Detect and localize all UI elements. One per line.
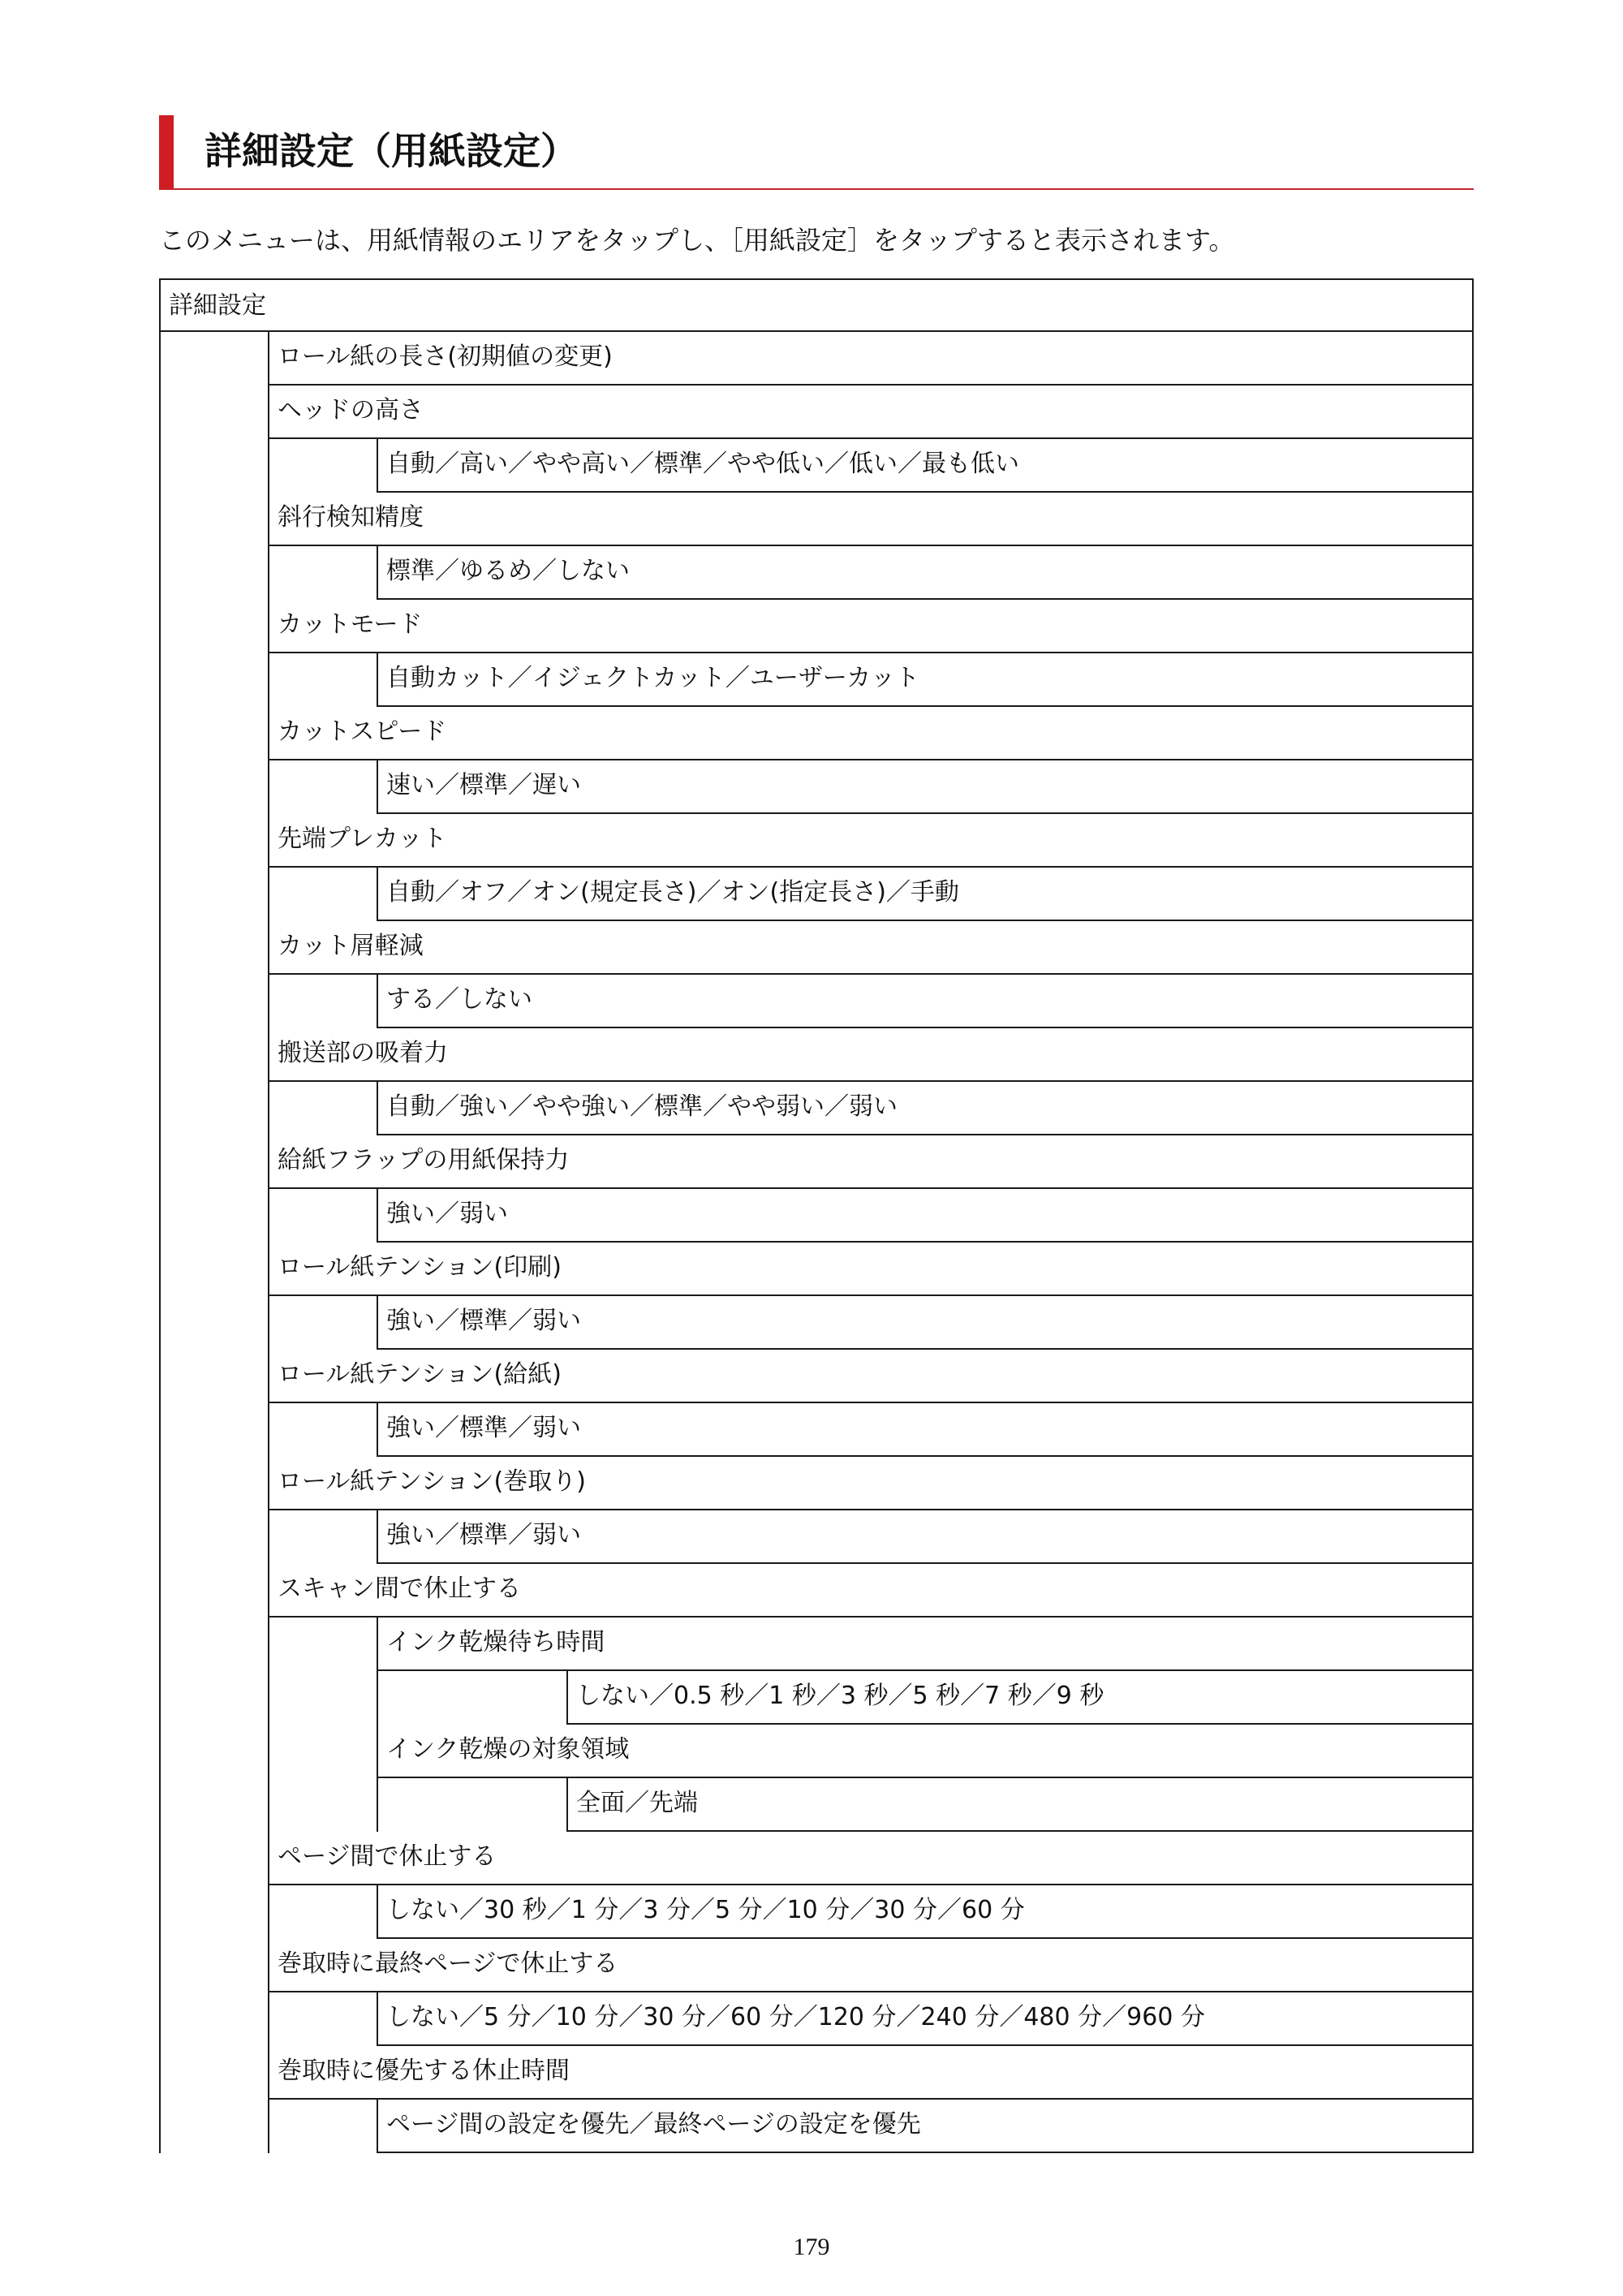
table-cell-text: ロール紙の長さ(初期値の変更): [278, 342, 613, 371]
table-row: [377, 439, 1474, 493]
table-cell-text: 巻取時に優先する休止時間: [278, 2057, 570, 2085]
table-row: [377, 1189, 1474, 1243]
table-cell-text: 自動／強い／やや強い／標準／やや弱い／弱い: [386, 1092, 898, 1121]
table-row: [268, 1135, 1474, 1189]
table-row: [377, 546, 1474, 600]
table-row: [377, 653, 1474, 707]
table-cell-text: しない／30 秒／1 分／3 分／5 分／10 分／30 分／60 分: [386, 1896, 1025, 1924]
indent-line: [268, 975, 269, 1028]
table-row: [268, 1457, 1474, 1510]
table-row: [268, 1243, 1474, 1296]
table-cell-text: しない／5 分／10 分／30 分／60 分／120 分／240 分／480 分／960 分: [386, 2003, 1205, 2031]
indent-line: [268, 1082, 269, 1135]
table-cell-text: 先端プレカット: [278, 825, 447, 853]
table-cell-text: ページ間の設定を優先／最終ページの設定を優先: [386, 2110, 921, 2139]
indent-line: [268, 439, 269, 493]
table-cell-text: 強い／標準／弱い: [386, 1307, 581, 1335]
table-cell-text: インク乾燥の対象領域: [386, 1735, 630, 1764]
table-row: [377, 1510, 1474, 1564]
table-cell-text: カット屑軽減: [278, 932, 424, 960]
table-cell-text: ロール紙テンション(巻取り): [278, 1467, 586, 1496]
indent-line: [268, 653, 269, 707]
table-cell-text: 給紙フラップの用紙保持力: [278, 1146, 570, 1174]
table-cell-text: しない／0.5 秒／1 秒／3 秒／5 秒／7 秒／9 秒: [576, 1682, 1104, 1710]
indent-line: [268, 1885, 269, 1939]
indent-line: [268, 546, 269, 600]
indent-line: [268, 1992, 269, 2046]
table-row: [268, 1564, 1474, 1618]
table-row: [377, 1403, 1474, 1457]
indent-line: [268, 1296, 269, 1350]
table-row: [268, 332, 1474, 386]
table-row: [377, 760, 1474, 814]
table-cell-text: 自動／高い／やや高い／標準／やや低い／低い／最も低い: [386, 450, 1019, 478]
indent-line: [268, 2100, 269, 2153]
indent-line: [268, 1725, 269, 1778]
table-row: [566, 1671, 1474, 1725]
table-row: [268, 1350, 1474, 1403]
table-cell-text: 強い／弱い: [386, 1200, 508, 1228]
table-cell-text: 強い／標準／弱い: [386, 1414, 581, 1442]
indent-line: [268, 1618, 269, 1671]
indent-line: [377, 1778, 378, 1832]
table-row: [377, 975, 1474, 1028]
table-cell-text: インク乾燥待ち時間: [386, 1628, 605, 1656]
heading-underline: [159, 188, 1474, 190]
table-cell-text: 搬送部の吸着力: [278, 1039, 448, 1067]
indent-line: [268, 1778, 269, 1832]
table-cell-text: ロール紙テンション(給紙): [278, 1360, 562, 1389]
table-row: [377, 1885, 1474, 1939]
table-row: [268, 600, 1474, 653]
table-row: [377, 1296, 1474, 1350]
intro-text: このメニューは、用紙情報のエリアをタップし、［用紙設定］をタップすると表示されます。: [159, 225, 1235, 256]
indent-line: [268, 1403, 269, 1457]
table-cell-text: 強い／標準／弱い: [386, 1521, 581, 1549]
table-row: [268, 493, 1474, 546]
table-left-border: [159, 332, 161, 2153]
table-row: [377, 1082, 1474, 1135]
table-row: [268, 1832, 1474, 1885]
indent-line: [377, 1671, 378, 1725]
settings-table: [159, 278, 1474, 2160]
table-row: [268, 1939, 1474, 1992]
table-cell-text: ページ間で休止する: [278, 1842, 497, 1871]
table-cell-text: 標準／ゆるめ／しない: [386, 557, 630, 585]
table-header-row: [159, 278, 1474, 332]
indent-line: [268, 1189, 269, 1243]
table-cell-text: 速い／標準／遅い: [386, 771, 581, 799]
table-cell-text: ヘッドの高さ: [278, 396, 424, 424]
indent-line: [268, 1671, 269, 1725]
table-cell-text: 斜行検知精度: [278, 503, 424, 532]
table-cell-text: 全面／先端: [576, 1789, 698, 1817]
table-cell-text: する／しない: [386, 985, 532, 1014]
table-cell-text: カットスピード: [278, 717, 447, 746]
indent-line: [268, 1510, 269, 1564]
page-title: 詳細設定（用紙設定）: [204, 129, 578, 173]
page-number: 179: [793, 2234, 830, 2260]
table-cell-text: カットモード: [278, 610, 423, 639]
section-heading: [159, 115, 1474, 190]
table-row: [268, 921, 1474, 975]
table-row: [268, 1028, 1474, 1082]
table-row: [377, 868, 1474, 921]
table-row: [566, 1778, 1474, 1832]
table-row: [377, 1992, 1474, 2046]
indent-line: [268, 760, 269, 814]
table-row: [377, 1618, 1474, 1671]
heading-accent-bar: [159, 115, 174, 190]
table-row: [377, 2100, 1474, 2153]
table-cell-text: ロール紙テンション(印刷): [278, 1253, 562, 1282]
table-row: [268, 386, 1474, 439]
table-cell-text: スキャン間で休止する: [278, 1574, 521, 1603]
indent-line: [268, 868, 269, 921]
table-row: [377, 1725, 1474, 1778]
table-cell-text: 自動カット／イジェクトカット／ユーザーカット: [386, 664, 919, 692]
table-cell-text: 巻取時に最終ページで休止する: [278, 1949, 618, 1978]
table-header-label: 詳細設定: [169, 291, 266, 320]
table-row: [268, 814, 1474, 868]
table-cell-text: 自動／オフ／オン(規定長さ)／オン(指定長さ)／手動: [386, 878, 959, 907]
table-row: [268, 707, 1474, 760]
table-row: [268, 2046, 1474, 2100]
